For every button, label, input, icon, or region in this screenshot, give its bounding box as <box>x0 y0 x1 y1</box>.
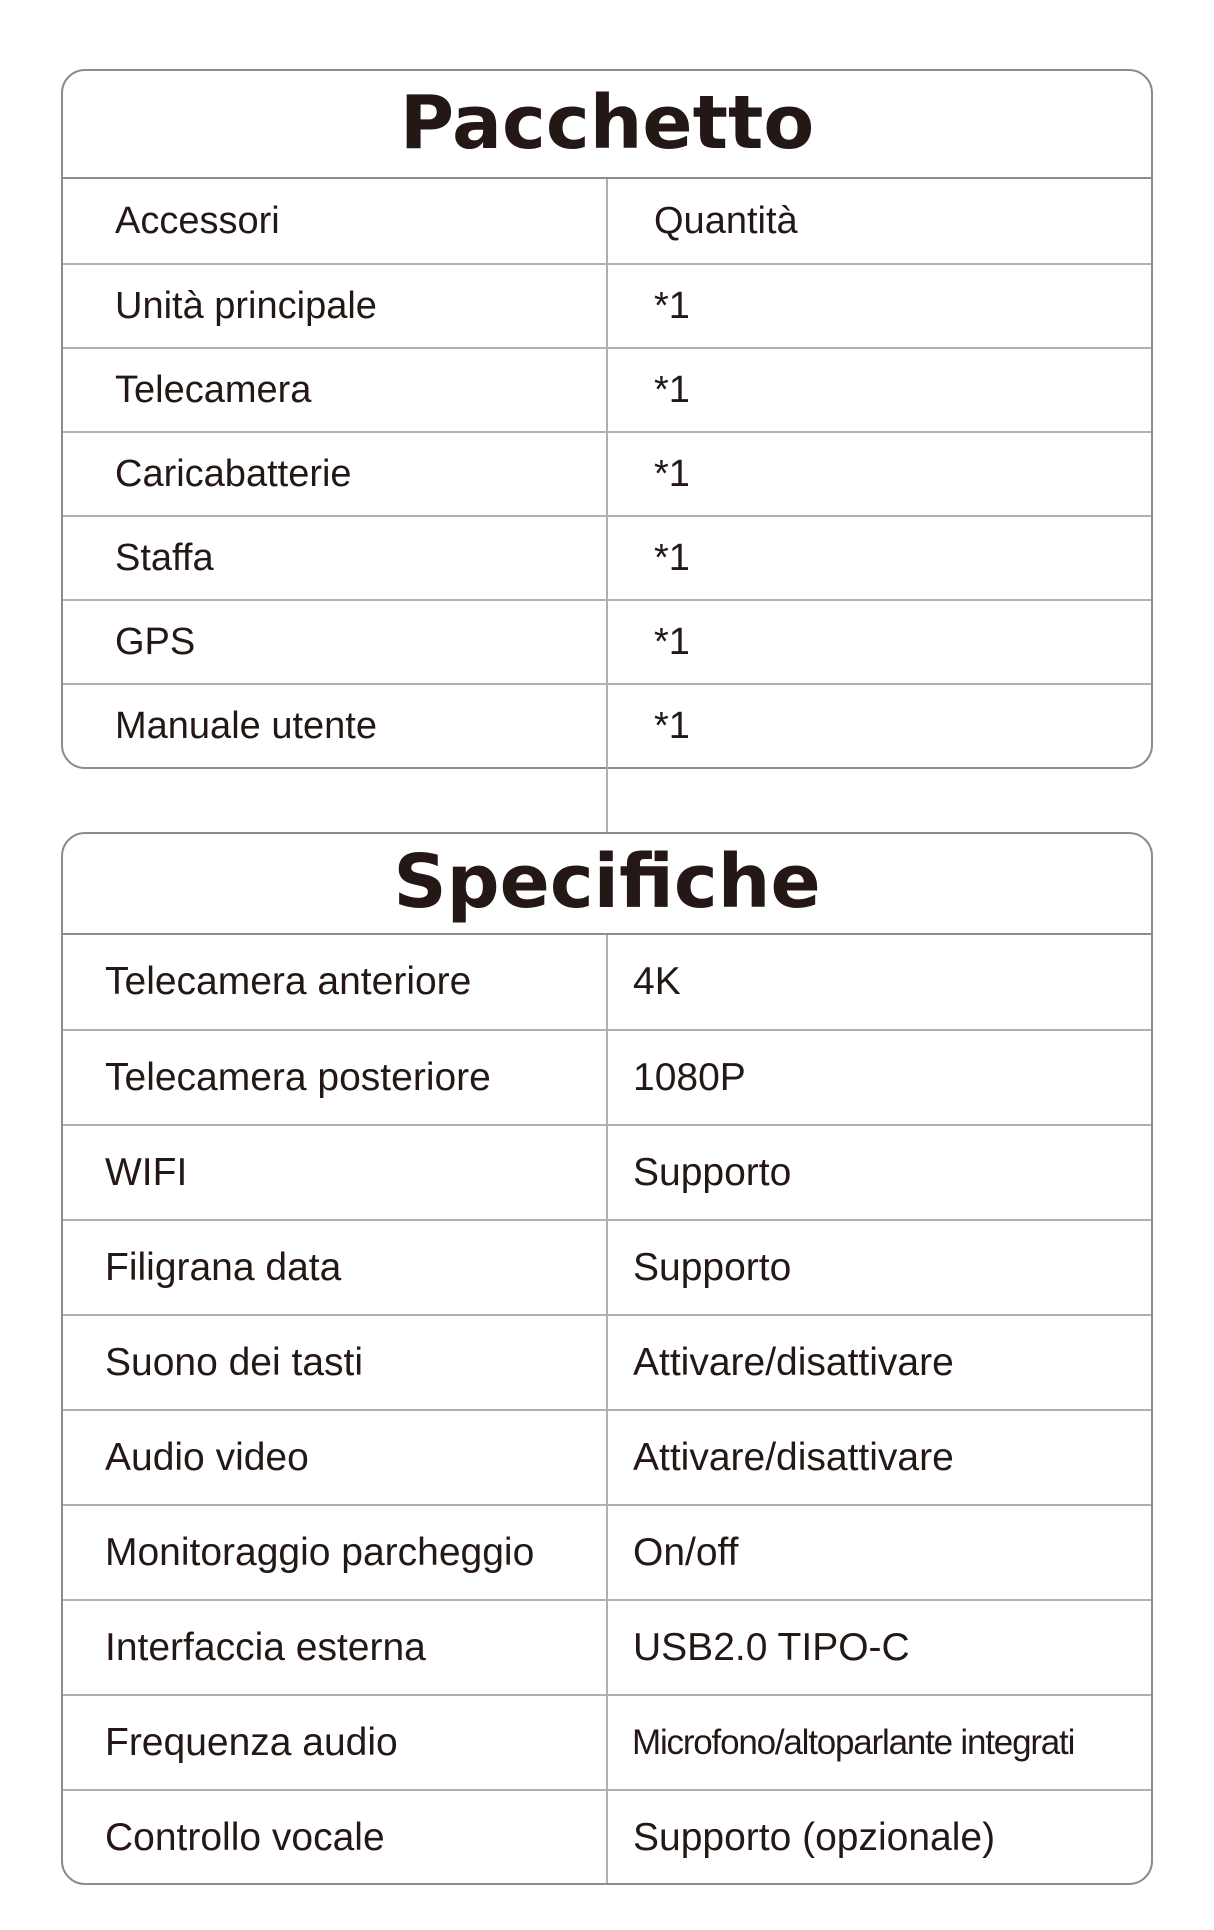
package-item: Caricabatterie <box>63 433 608 515</box>
package-item: Telecamera <box>63 349 608 431</box>
package-qty: *1 <box>654 620 690 663</box>
spec-row <box>63 1789 1151 1884</box>
spec-value: Supporto <box>633 1150 792 1194</box>
spec-row <box>63 935 1151 1029</box>
spec-label: Interfaccia esterna <box>63 1601 608 1694</box>
package-qty: *1 <box>654 452 690 495</box>
spec-label: Telecamera posteriore <box>63 1031 608 1124</box>
spec-value: Attivare/disattivare <box>633 1340 954 1384</box>
package-row <box>63 683 1151 767</box>
package-title: Pacchetto <box>63 71 1151 179</box>
spec-value: Supporto (opzionale) <box>633 1815 996 1859</box>
spec-row <box>63 1694 1151 1789</box>
package-qty: *1 <box>654 704 690 747</box>
spec-row <box>63 1504 1151 1599</box>
spec-label: Audio video <box>63 1411 608 1504</box>
package-row <box>63 515 1151 599</box>
spec-row <box>63 1409 1151 1504</box>
package-table <box>61 69 1153 769</box>
specs-table <box>61 832 1153 1885</box>
package-item: Manuale utente <box>63 685 608 767</box>
package-row <box>63 263 1151 347</box>
package-item: Unità principale <box>63 265 608 347</box>
spec-value: Supporto <box>633 1245 792 1289</box>
package-header-quantity: Quantità <box>654 199 798 242</box>
spec-value: Attivare/disattivare <box>633 1435 954 1479</box>
package-row <box>63 347 1151 431</box>
spec-label: WIFI <box>63 1126 608 1219</box>
spec-row <box>63 1124 1151 1219</box>
spec-row <box>63 1314 1151 1409</box>
spec-value: USB2.0 TIPO-C <box>633 1625 910 1669</box>
spec-value: 4K <box>633 960 681 1003</box>
spec-label: Telecamera anteriore <box>63 935 608 1029</box>
package-row <box>63 431 1151 515</box>
package-header-row <box>63 179 1151 263</box>
spec-row <box>63 1599 1151 1694</box>
spec-value: 1080P <box>633 1055 746 1099</box>
spec-label: Monitoraggio parcheggio <box>63 1506 608 1599</box>
spec-value: On/off <box>633 1530 739 1574</box>
column-divider-connector <box>606 767 608 833</box>
spec-row <box>63 1219 1151 1314</box>
specs-title: Specifiche <box>63 834 1151 935</box>
spec-label: Filigrana data <box>63 1221 608 1314</box>
package-header-accessories: Accessori <box>63 179 608 263</box>
spec-value: Microfono/altoparlante integrati <box>632 1722 1075 1762</box>
spec-label: Suono dei tasti <box>63 1316 608 1409</box>
spec-label: Frequenza audio <box>63 1696 608 1789</box>
package-qty: *1 <box>654 284 690 327</box>
package-row <box>63 599 1151 683</box>
package-item: GPS <box>63 601 608 683</box>
package-qty: *1 <box>654 368 690 411</box>
spec-row <box>63 1029 1151 1124</box>
package-qty: *1 <box>654 536 690 579</box>
package-item: Staffa <box>63 517 608 599</box>
spec-label: Controllo vocale <box>63 1791 608 1884</box>
